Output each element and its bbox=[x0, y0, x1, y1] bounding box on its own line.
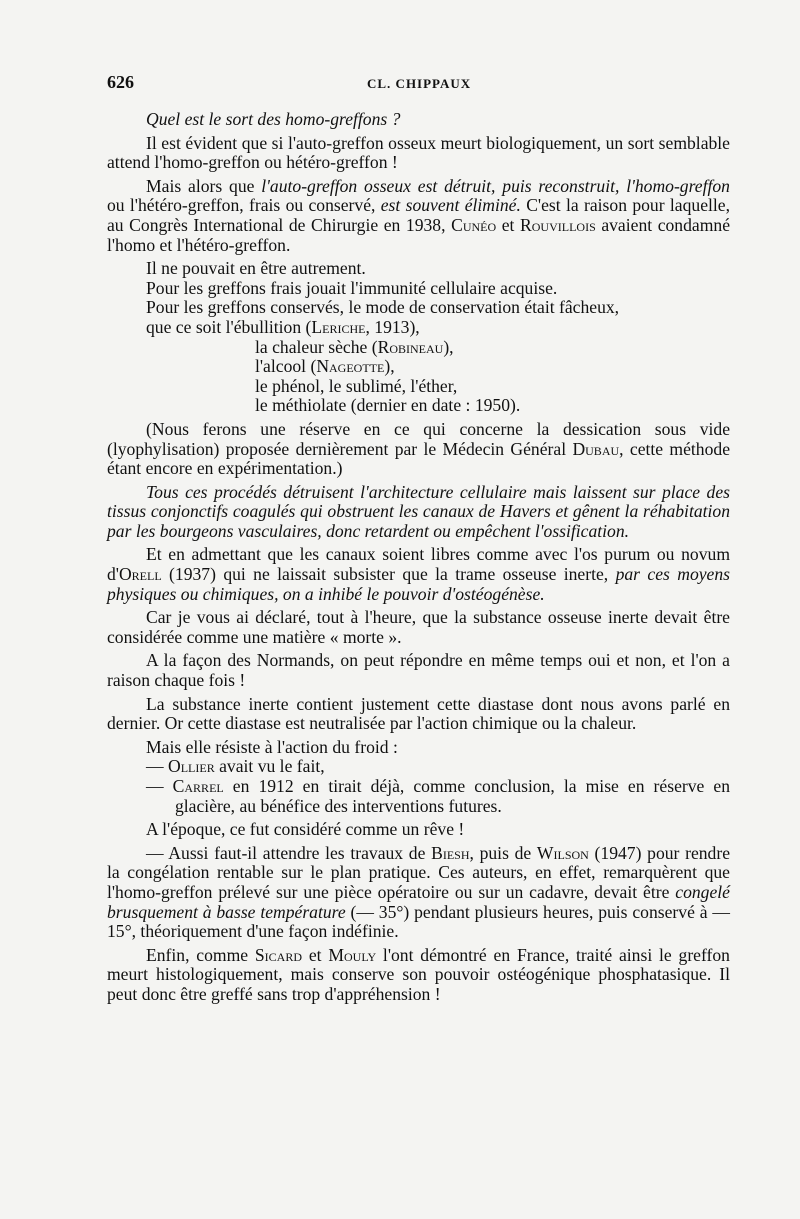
text-span: ), bbox=[384, 356, 395, 377]
text-span: Et en admettant que les canaux soient libres comme avec l'os purum ou novum d' bbox=[107, 544, 730, 585]
paragraph-14 bbox=[107, 844, 730, 942]
author-name: Nageotte bbox=[316, 356, 385, 377]
author-name: Wilson bbox=[536, 842, 589, 863]
text-span: (— 35°) pendant plusieurs heures, puis conservé à — 15°, théoriquement d'une façon indéfinie. bbox=[107, 901, 730, 942]
dash-item-1 bbox=[107, 757, 730, 777]
list-line-1 bbox=[107, 318, 730, 338]
text-span: Mais alors que bbox=[146, 175, 262, 196]
text-span: — Aussi faut-il attendre les travaux de bbox=[146, 842, 432, 863]
body-text bbox=[107, 110, 730, 1005]
text-span: en 1912 en tirait déjà, comme conclusion, la mise en réserve en glacière, au bénéfice des interventions futures. bbox=[175, 776, 731, 816]
question-text: Quel est le sort des homo-greffons ? bbox=[146, 109, 401, 129]
text-span: ou l'hétéro-greffon, frais ou conservé, bbox=[107, 195, 381, 216]
paragraph-4: Pour les greffons frais jouait l'immunité cellulaire acquise. bbox=[146, 277, 558, 298]
dash-item-2 bbox=[107, 777, 730, 816]
author-name: Dubau bbox=[572, 438, 620, 459]
author-name: Rouvillois bbox=[520, 214, 596, 235]
author-name: Carrel bbox=[172, 776, 224, 796]
list-line-5: le méthiolate (dernier en date : 1950). bbox=[255, 395, 521, 416]
running-head: CL. CHIPPAUX bbox=[367, 76, 472, 91]
text-span: et bbox=[302, 944, 329, 965]
author-name: Biesh bbox=[431, 842, 470, 863]
page-number: 626 bbox=[107, 72, 134, 92]
text-span: — bbox=[146, 776, 173, 796]
emphasis: congelé brusquement à basse température bbox=[107, 881, 730, 922]
author-name: Robineau bbox=[377, 336, 444, 357]
author-name: Cunéo bbox=[451, 214, 497, 235]
text-span: (Nous ferons une réserve en ce qui concerne la dessication sous vide (lyophylisation) proposée dernièrement par le Médecin Général bbox=[107, 418, 730, 459]
paragraph-12: Mais elle résiste à l'action du froid : bbox=[146, 736, 398, 757]
text-span: et bbox=[496, 214, 521, 235]
paragraph-8 bbox=[107, 545, 730, 604]
author-name: Mouly bbox=[328, 944, 377, 965]
author-name: Sicard bbox=[254, 944, 303, 965]
author-name: Orell bbox=[118, 564, 162, 585]
text-span: la chaleur sèche ( bbox=[255, 336, 378, 357]
text-span: ), bbox=[443, 336, 454, 357]
paragraph-3: Il ne pouvait en être autrement. bbox=[146, 258, 366, 279]
text-span: C'est la raison pour laquelle, au Congrès International de Chirurgie en 1938, bbox=[107, 195, 730, 235]
text-span: l'alcool ( bbox=[255, 356, 317, 377]
text-span: , puis de bbox=[469, 842, 537, 863]
text-span: avaient condamné l'homo et l'hétéro-greffon. bbox=[107, 214, 730, 255]
list-line-2 bbox=[107, 338, 730, 358]
text-span: , 1913), bbox=[365, 316, 420, 337]
text-span: l'ont démontré en France, traité ainsi le greffon meurt histologiquement, mais conserve son pouvoir ostéogénique phosphatasique. Il peut donc être greffé sans trop d'appréhension ! bbox=[107, 944, 730, 1004]
author-name: Leriche bbox=[311, 316, 366, 337]
text-span: (1947) pour rendre la congélation rentable sur le plan pratique. Ces auteurs, en effet, remarquèrent que l'homo-greffon prélevé sur une pièce opératoire ou sur un cadavre, devait être bbox=[107, 842, 731, 902]
paragraph-2 bbox=[107, 177, 730, 255]
paragraph-5: Pour les greffons conservés, le mode de conservation était fâcheux, bbox=[146, 297, 620, 318]
text-span: Enfin, comme bbox=[146, 944, 255, 965]
paragraph-11: La substance inerte contient justement cette diastase dont nous avons parlé en dernier. Or cette diastase est neutralisée par l'action chimique ou la chaleur. bbox=[107, 693, 730, 734]
list-line-3 bbox=[107, 357, 730, 377]
page-header bbox=[107, 72, 730, 96]
paragraph-1: Il est évident que si l'auto-greffon osseux meurt biologiquement, un sort semblable attend l'homo-greffon ou hétéro-greffon ! bbox=[107, 132, 730, 173]
paragraph-13: A l'époque, ce fut considéré comme un rêve ! bbox=[146, 819, 465, 840]
text-span: , cette méthode étant encore en expérimentation.) bbox=[107, 438, 731, 479]
text-span: que ce soit l'ébullition ( bbox=[146, 316, 312, 337]
paragraph-15 bbox=[107, 946, 730, 1005]
emphasis: est souvent éliminé. bbox=[380, 195, 521, 216]
author-name: Ollier bbox=[168, 756, 215, 777]
text-span: avait vu le fait, bbox=[214, 756, 325, 777]
text-span: (1937) qui ne laissait subsister que la trame osseuse inerte, bbox=[161, 564, 616, 585]
paragraph-9: Car je vous ai déclaré, tout à l'heure, que la substance osseuse inerte devait être considérée comme une matière « morte ». bbox=[107, 607, 730, 647]
emphasis: l'auto-greffon osseux est détruit, puis reconstruit, l'homo-greffon bbox=[261, 175, 730, 196]
section-question bbox=[107, 110, 730, 130]
paragraph-6 bbox=[107, 420, 730, 479]
text-span: — bbox=[146, 756, 168, 777]
emphasis: Tous ces procédés détruisent l'architecture cellulaire mais laissent sur place des tissus conjonctifs coagulés qui obstruent les canaux de Havers et gênent la réhabitation par les bourgeons vasculaires, donc retardent ou empêchent l'ossification. bbox=[107, 481, 730, 541]
paragraph-7 bbox=[107, 483, 730, 542]
emphasis: par ces moyens physiques ou chimiques, on a inhibé le pouvoir d'ostéogénèse. bbox=[107, 564, 730, 604]
paragraph-10: A la façon des Normands, on peut répondre en même temps oui et non, et l'on a raison chaque fois ! bbox=[107, 650, 730, 691]
list-line-4: le phénol, le sublimé, l'éther, bbox=[255, 375, 458, 396]
